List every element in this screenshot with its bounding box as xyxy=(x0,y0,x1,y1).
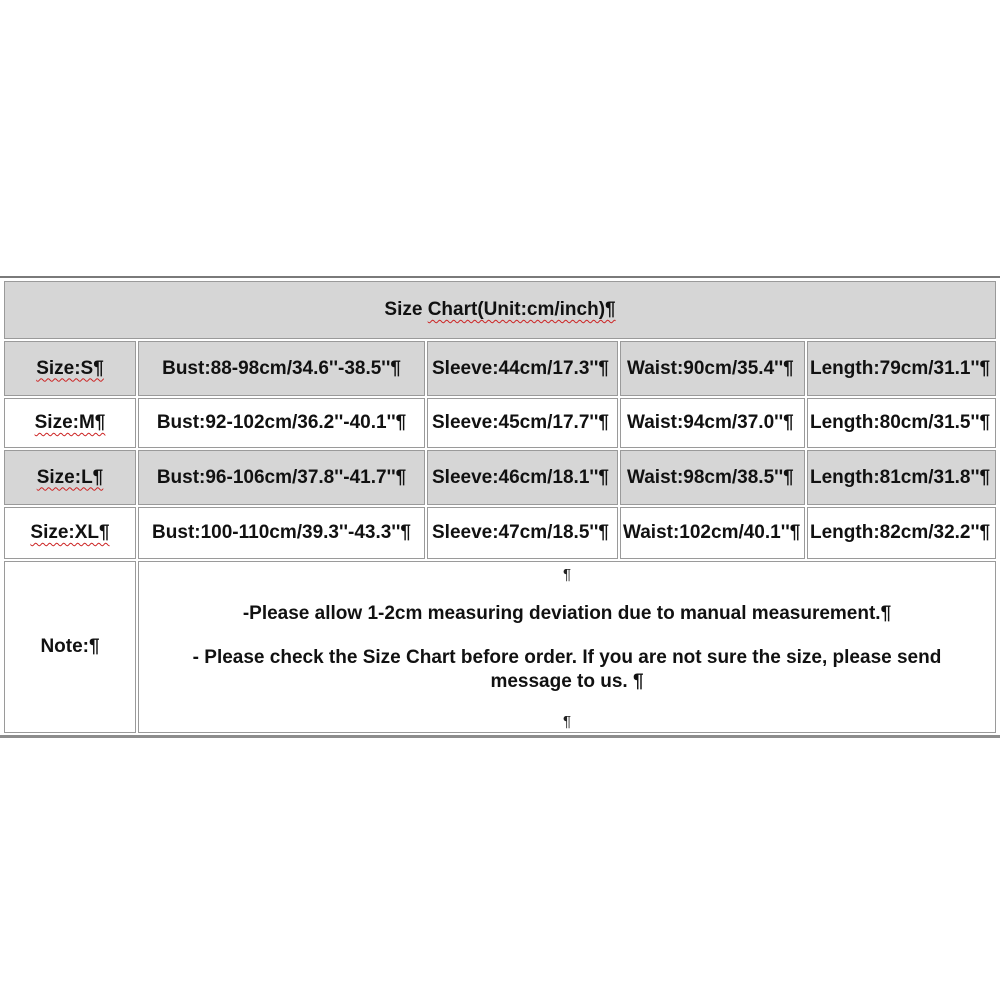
bust-xl: Bust:100-110cm/39.3''-43.3''¶ xyxy=(138,507,425,559)
note-line-1: -Please allow 1-2cm measuring deviation due to manual measurement.¶ xyxy=(242,603,892,625)
bust-s: Bust:88-98cm/34.6''-38.5''¶ xyxy=(138,341,425,396)
note-pilcrow-bottom: ¶ xyxy=(562,712,572,730)
waist-s: Waist:90cm/35.4''¶ xyxy=(620,341,805,396)
size-label-m: Size:M¶ xyxy=(4,398,136,448)
note-label: Note:¶ xyxy=(4,561,136,733)
length-l: Length:81cm/31.8''¶ xyxy=(807,450,996,505)
size-label-s: Size:S¶ xyxy=(4,341,136,396)
length-m: Length:80cm/31.5''¶ xyxy=(807,398,996,448)
sleeve-m: Sleeve:45cm/17.7''¶ xyxy=(427,398,618,448)
waist-m: Waist:94cm/37.0''¶ xyxy=(620,398,805,448)
waist-xl: Waist:102cm/40.1''¶ xyxy=(620,507,805,559)
sleeve-l: Sleeve:46cm/18.1''¶ xyxy=(427,450,618,505)
length-s: Length:79cm/31.1''¶ xyxy=(807,341,996,396)
note-content xyxy=(138,561,996,733)
bust-l: Bust:96-106cm/37.8''-41.7''¶ xyxy=(138,450,425,505)
note-pilcrow-top: ¶ xyxy=(562,566,572,583)
sleeve-xl: Sleeve:47cm/18.5''¶ xyxy=(427,507,618,559)
title-word: Size xyxy=(384,299,423,320)
size-chart-table xyxy=(0,276,1000,738)
note-line-2: - Please check the Size Chart before order. If you are not sure the size, please send message to us. ¶ xyxy=(192,646,942,692)
size-label-l: Size:L¶ xyxy=(4,450,136,505)
size-label-xl: Size:XL¶ xyxy=(4,507,136,559)
bust-m: Bust:92-102cm/36.2''-40.1''¶ xyxy=(138,398,425,448)
sleeve-s: Sleeve:44cm/17.3''¶ xyxy=(427,341,618,396)
waist-l: Waist:98cm/38.5''¶ xyxy=(620,450,805,505)
size-chart-title xyxy=(4,281,996,339)
length-xl: Length:82cm/32.2''¶ xyxy=(807,507,996,559)
title-rest: Chart(Unit:cm/inch)¶ xyxy=(427,299,616,320)
